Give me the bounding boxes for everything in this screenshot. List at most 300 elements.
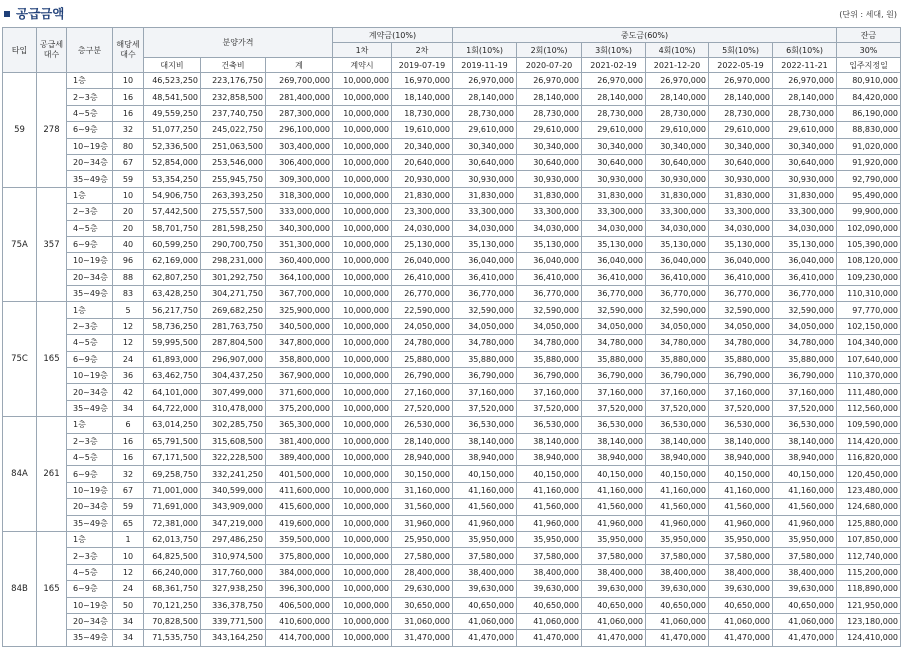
deposit2-cell: 31,470,000	[392, 630, 453, 646]
middle-payment-cell: 34,780,000	[582, 335, 646, 351]
middle-payment-cell: 35,880,000	[646, 351, 709, 367]
units-cell: 50	[113, 597, 144, 613]
deposit2-cell: 26,530,000	[392, 417, 453, 433]
floor-cell: 10~19층	[67, 253, 113, 269]
units-cell: 16	[113, 449, 144, 465]
middle-payment-cell: 28,730,000	[453, 105, 517, 121]
deposit2-cell: 26,410,000	[392, 269, 453, 285]
table-row	[3, 236, 901, 252]
price-land-cell: 63,462,750	[144, 368, 201, 384]
balance-cell: 92,790,000	[837, 171, 901, 187]
deposit2-cell: 20,930,000	[392, 171, 453, 187]
header-mid-date: 2021-12-20	[646, 58, 709, 73]
deposit1-cell: 10,000,000	[333, 466, 392, 482]
middle-payment-cell: 37,160,000	[517, 384, 582, 400]
price-land-cell: 64,722,000	[144, 400, 201, 416]
deposit2-cell: 28,140,000	[392, 433, 453, 449]
deposit1-cell: 10,000,000	[333, 630, 392, 646]
floor-cell: 2~3층	[67, 204, 113, 220]
middle-payment-cell: 28,140,000	[517, 89, 582, 105]
deposit2-cell: 26,770,000	[392, 286, 453, 302]
middle-payment-cell: 39,630,000	[582, 581, 646, 597]
deposit2-cell: 21,830,000	[392, 187, 453, 203]
table-row	[3, 597, 901, 613]
middle-payment-cell: 35,130,000	[646, 236, 709, 252]
price-total-cell: 306,400,000	[266, 154, 333, 170]
deposit1-cell: 10,000,000	[333, 581, 392, 597]
middle-payment-cell: 28,730,000	[646, 105, 709, 121]
middle-payment-cell: 30,930,000	[453, 171, 517, 187]
middle-payment-cell: 33,300,000	[773, 204, 837, 220]
header-dep2-date: 2019-07-19	[392, 58, 453, 73]
middle-payment-cell: 41,060,000	[709, 613, 773, 629]
price-total-cell: 367,900,000	[266, 368, 333, 384]
balance-cell: 112,560,000	[837, 400, 901, 416]
middle-payment-cell: 36,040,000	[646, 253, 709, 269]
middle-payment-cell: 41,160,000	[517, 482, 582, 498]
deposit2-cell: 18,730,000	[392, 105, 453, 121]
middle-payment-cell: 41,470,000	[582, 630, 646, 646]
table-row	[3, 581, 901, 597]
middle-payment-cell: 41,060,000	[582, 613, 646, 629]
price-land-cell: 53,354,250	[144, 171, 201, 187]
middle-payment-cell: 40,650,000	[453, 597, 517, 613]
deposit1-cell: 10,000,000	[333, 89, 392, 105]
balance-cell: 123,180,000	[837, 613, 901, 629]
price-land-cell: 59,995,500	[144, 335, 201, 351]
floor-cell: 6~9층	[67, 351, 113, 367]
middle-payment-cell: 41,470,000	[773, 630, 837, 646]
floor-cell: 20~34층	[67, 613, 113, 629]
deposit1-cell: 10,000,000	[333, 400, 392, 416]
price-land-cell: 63,014,250	[144, 417, 201, 433]
middle-payment-cell: 36,770,000	[517, 286, 582, 302]
header-dep2: 2차	[392, 43, 453, 58]
middle-payment-cell: 29,610,000	[453, 122, 517, 138]
deposit1-cell: 10,000,000	[333, 613, 392, 629]
deposit1-cell: 10,000,000	[333, 138, 392, 154]
table-row	[3, 630, 901, 646]
middle-payment-cell: 40,650,000	[517, 597, 582, 613]
balance-cell: 99,900,000	[837, 204, 901, 220]
middle-payment-cell: 31,830,000	[582, 187, 646, 203]
price-land-cell: 63,428,250	[144, 286, 201, 302]
price-land-cell: 71,535,750	[144, 630, 201, 646]
balance-cell: 95,490,000	[837, 187, 901, 203]
price-total-cell: 269,700,000	[266, 73, 333, 89]
middle-payment-cell: 36,410,000	[453, 269, 517, 285]
header-price-total: 계	[266, 58, 333, 73]
middle-payment-cell: 34,050,000	[709, 318, 773, 334]
header-units: 해당세 대수	[113, 28, 144, 73]
balance-cell: 91,020,000	[837, 138, 901, 154]
floor-cell: 1층	[67, 187, 113, 203]
balance-cell: 108,120,000	[837, 253, 901, 269]
floor-cell: 35~49층	[67, 515, 113, 531]
price-building-cell: 301,292,750	[201, 269, 266, 285]
price-building-cell: 332,241,250	[201, 466, 266, 482]
price-building-cell: 336,378,750	[201, 597, 266, 613]
middle-payment-cell: 37,520,000	[582, 400, 646, 416]
price-land-cell: 52,854,000	[144, 154, 201, 170]
balance-cell: 109,590,000	[837, 417, 901, 433]
deposit2-cell: 27,160,000	[392, 384, 453, 400]
middle-payment-cell: 30,340,000	[517, 138, 582, 154]
deposit2-cell: 26,790,000	[392, 368, 453, 384]
table-row	[3, 204, 901, 220]
balance-cell: 124,680,000	[837, 499, 901, 515]
middle-payment-cell: 36,530,000	[582, 417, 646, 433]
header-mid-round: 3회(10%)	[582, 43, 646, 58]
table-row	[3, 351, 901, 367]
section-title-text: 공급금액	[16, 6, 65, 21]
balance-cell: 80,910,000	[837, 73, 901, 89]
middle-payment-cell: 35,950,000	[646, 531, 709, 547]
middle-payment-cell: 29,610,000	[773, 122, 837, 138]
floor-cell: 6~9층	[67, 236, 113, 252]
balance-cell: 112,740,000	[837, 548, 901, 564]
price-building-cell: 269,682,250	[201, 302, 266, 318]
table-row	[3, 105, 901, 121]
middle-payment-cell: 35,950,000	[453, 531, 517, 547]
middle-payment-cell: 35,130,000	[773, 236, 837, 252]
middle-payment-cell: 28,140,000	[582, 89, 646, 105]
price-total-cell: 318,300,000	[266, 187, 333, 203]
table-row	[3, 187, 901, 203]
middle-payment-cell: 30,930,000	[517, 171, 582, 187]
middle-payment-cell: 35,950,000	[582, 531, 646, 547]
middle-payment-cell: 31,830,000	[773, 187, 837, 203]
middle-payment-cell: 35,880,000	[582, 351, 646, 367]
middle-payment-cell: 36,410,000	[517, 269, 582, 285]
price-building-cell: 310,974,500	[201, 548, 266, 564]
floor-cell: 35~49층	[67, 630, 113, 646]
price-land-cell: 65,791,500	[144, 433, 201, 449]
price-total-cell: 358,800,000	[266, 351, 333, 367]
units-cell: 67	[113, 154, 144, 170]
balance-cell: 91,920,000	[837, 154, 901, 170]
middle-payment-cell: 36,530,000	[773, 417, 837, 433]
price-building-cell: 315,608,500	[201, 433, 266, 449]
middle-payment-cell: 36,530,000	[517, 417, 582, 433]
floor-cell: 4~5층	[67, 220, 113, 236]
middle-payment-cell: 32,590,000	[709, 302, 773, 318]
floor-cell: 2~3층	[67, 318, 113, 334]
price-building-cell: 275,557,500	[201, 204, 266, 220]
price-building-cell: 296,907,000	[201, 351, 266, 367]
table-row	[3, 482, 901, 498]
floor-cell: 1층	[67, 302, 113, 318]
middle-payment-cell: 30,640,000	[453, 154, 517, 170]
floor-cell: 20~34층	[67, 384, 113, 400]
middle-payment-cell: 37,580,000	[709, 548, 773, 564]
middle-payment-cell: 40,650,000	[709, 597, 773, 613]
price-building-cell: 297,486,250	[201, 531, 266, 547]
middle-payment-cell: 30,930,000	[582, 171, 646, 187]
price-land-cell: 67,171,500	[144, 449, 201, 465]
table-row	[3, 564, 901, 580]
units-cell: 65	[113, 515, 144, 531]
middle-payment-cell: 30,340,000	[646, 138, 709, 154]
balance-cell: 107,640,000	[837, 351, 901, 367]
units-cell: 59	[113, 499, 144, 515]
type-cell: 84A	[3, 417, 37, 532]
price-building-cell: 343,909,000	[201, 499, 266, 515]
header-price: 분양가격	[144, 28, 333, 58]
floor-cell: 2~3층	[67, 433, 113, 449]
middle-payment-cell: 38,400,000	[453, 564, 517, 580]
middle-payment-cell: 35,130,000	[709, 236, 773, 252]
deposit2-cell: 24,030,000	[392, 220, 453, 236]
deposit1-cell: 10,000,000	[333, 564, 392, 580]
title-bar	[0, 0, 903, 26]
deposit1-cell: 10,000,000	[333, 482, 392, 498]
units-cell: 24	[113, 351, 144, 367]
price-land-cell: 66,240,000	[144, 564, 201, 580]
price-total-cell: 410,600,000	[266, 613, 333, 629]
middle-payment-cell: 41,470,000	[709, 630, 773, 646]
price-total-cell: 296,100,000	[266, 122, 333, 138]
balance-cell: 88,830,000	[837, 122, 901, 138]
balance-cell: 102,150,000	[837, 318, 901, 334]
middle-payment-cell: 41,560,000	[646, 499, 709, 515]
table-row	[3, 368, 901, 384]
header-mid-round: 1회(10%)	[453, 43, 517, 58]
price-total-cell: 287,300,000	[266, 105, 333, 121]
table-row	[3, 384, 901, 400]
price-building-cell: 251,063,500	[201, 138, 266, 154]
units-cell: 16	[113, 105, 144, 121]
units-cell: 12	[113, 318, 144, 334]
deposit1-cell: 10,000,000	[333, 368, 392, 384]
middle-payment-cell: 31,830,000	[646, 187, 709, 203]
units-cell: 10	[113, 548, 144, 564]
middle-payment-cell: 38,940,000	[453, 449, 517, 465]
price-land-cell: 71,691,000	[144, 499, 201, 515]
units-cell: 20	[113, 220, 144, 236]
middle-payment-cell: 41,060,000	[453, 613, 517, 629]
units-cell: 6	[113, 417, 144, 433]
middle-payment-cell: 33,300,000	[517, 204, 582, 220]
deposit2-cell: 24,050,000	[392, 318, 453, 334]
middle-payment-cell: 41,560,000	[773, 499, 837, 515]
deposit2-cell: 31,960,000	[392, 515, 453, 531]
price-total-cell: 401,500,000	[266, 466, 333, 482]
title-square-icon	[4, 11, 10, 17]
balance-cell: 110,370,000	[837, 368, 901, 384]
middle-payment-cell: 34,030,000	[709, 220, 773, 236]
middle-payment-cell: 34,030,000	[646, 220, 709, 236]
middle-payment-cell: 41,060,000	[517, 613, 582, 629]
middle-payment-cell: 36,790,000	[646, 368, 709, 384]
table-row	[3, 417, 901, 433]
middle-payment-cell: 36,040,000	[582, 253, 646, 269]
middle-payment-cell: 34,050,000	[773, 318, 837, 334]
price-land-cell: 46,523,250	[144, 73, 201, 89]
section-title	[4, 4, 64, 22]
middle-payment-cell: 39,630,000	[773, 581, 837, 597]
middle-payment-cell: 41,960,000	[646, 515, 709, 531]
price-building-cell: 255,945,750	[201, 171, 266, 187]
price-building-cell: 307,499,000	[201, 384, 266, 400]
price-total-cell: 359,500,000	[266, 531, 333, 547]
balance-cell: 102,090,000	[837, 220, 901, 236]
price-land-cell: 68,361,750	[144, 581, 201, 597]
price-total-cell: 281,400,000	[266, 89, 333, 105]
deposit2-cell: 25,950,000	[392, 531, 453, 547]
middle-payment-cell: 40,650,000	[582, 597, 646, 613]
middle-payment-cell: 41,960,000	[453, 515, 517, 531]
middle-payment-cell: 34,030,000	[453, 220, 517, 236]
price-total-cell: 365,300,000	[266, 417, 333, 433]
balance-cell: 125,880,000	[837, 515, 901, 531]
table-row	[3, 515, 901, 531]
floor-cell: 35~49층	[67, 286, 113, 302]
middle-payment-cell: 29,610,000	[582, 122, 646, 138]
middle-payment-cell: 37,520,000	[709, 400, 773, 416]
header-mid-round: 6회(10%)	[773, 43, 837, 58]
middle-payment-cell: 38,400,000	[709, 564, 773, 580]
middle-payment-cell: 41,160,000	[453, 482, 517, 498]
deposit1-cell: 10,000,000	[333, 515, 392, 531]
price-building-cell: 347,219,000	[201, 515, 266, 531]
balance-cell: 84,420,000	[837, 89, 901, 105]
type-cell: 59	[3, 73, 37, 188]
middle-payment-cell: 35,130,000	[517, 236, 582, 252]
price-building-cell: 302,285,750	[201, 417, 266, 433]
middle-payment-cell: 41,470,000	[517, 630, 582, 646]
floor-cell: 4~5층	[67, 335, 113, 351]
deposit1-cell: 10,000,000	[333, 171, 392, 187]
units-cell: 10	[113, 187, 144, 203]
price-total-cell: 384,000,000	[266, 564, 333, 580]
deposit2-cell: 27,520,000	[392, 400, 453, 416]
middle-payment-cell: 30,640,000	[582, 154, 646, 170]
table-row	[3, 286, 901, 302]
balance-cell: 109,230,000	[837, 269, 901, 285]
header-mid-round: 2회(10%)	[517, 43, 582, 58]
middle-payment-cell: 37,580,000	[582, 548, 646, 564]
deposit1-cell: 10,000,000	[333, 269, 392, 285]
table-row	[3, 154, 901, 170]
header-middle: 중도금(60%)	[453, 28, 837, 43]
middle-payment-cell: 30,340,000	[709, 138, 773, 154]
deposit1-cell: 10,000,000	[333, 433, 392, 449]
middle-payment-cell: 38,940,000	[646, 449, 709, 465]
middle-payment-cell: 37,160,000	[453, 384, 517, 400]
middle-payment-cell: 30,640,000	[709, 154, 773, 170]
units-cell: 20	[113, 204, 144, 220]
balance-cell: 118,890,000	[837, 581, 901, 597]
middle-payment-cell: 33,300,000	[453, 204, 517, 220]
table-row	[3, 531, 901, 547]
middle-payment-cell: 36,530,000	[709, 417, 773, 433]
deposit2-cell: 16,970,000	[392, 73, 453, 89]
header-deposit: 계약금(10%)	[333, 28, 453, 43]
price-total-cell: 347,800,000	[266, 335, 333, 351]
middle-payment-cell: 40,650,000	[773, 597, 837, 613]
price-land-cell: 70,828,500	[144, 613, 201, 629]
middle-payment-cell: 37,580,000	[773, 548, 837, 564]
supply-units-cell: 165	[37, 302, 67, 417]
supply-units-cell: 357	[37, 187, 67, 302]
deposit1-cell: 10,000,000	[333, 531, 392, 547]
middle-payment-cell: 41,560,000	[453, 499, 517, 515]
floor-cell: 2~3층	[67, 548, 113, 564]
middle-payment-cell: 36,790,000	[517, 368, 582, 384]
middle-payment-cell: 36,770,000	[582, 286, 646, 302]
price-land-cell: 71,001,000	[144, 482, 201, 498]
middle-payment-cell: 38,140,000	[582, 433, 646, 449]
price-total-cell: 375,800,000	[266, 548, 333, 564]
supply-units-cell: 165	[37, 531, 67, 646]
units-cell: 96	[113, 253, 144, 269]
table-row	[3, 613, 901, 629]
middle-payment-cell: 36,040,000	[517, 253, 582, 269]
middle-payment-cell: 35,880,000	[453, 351, 517, 367]
deposit2-cell: 27,580,000	[392, 548, 453, 564]
units-cell: 16	[113, 433, 144, 449]
type-cell: 84B	[3, 531, 37, 646]
price-total-cell: 340,300,000	[266, 220, 333, 236]
middle-payment-cell: 41,160,000	[773, 482, 837, 498]
deposit2-cell: 24,780,000	[392, 335, 453, 351]
table-row	[3, 466, 901, 482]
middle-payment-cell: 33,300,000	[646, 204, 709, 220]
middle-payment-cell: 28,730,000	[773, 105, 837, 121]
header-mid-round: 5회(10%)	[709, 43, 773, 58]
middle-payment-cell: 41,160,000	[709, 482, 773, 498]
middle-payment-cell: 31,830,000	[453, 187, 517, 203]
deposit1-cell: 10,000,000	[333, 499, 392, 515]
type-cell: 75C	[3, 302, 37, 417]
floor-cell: 1층	[67, 531, 113, 547]
middle-payment-cell: 36,530,000	[453, 417, 517, 433]
floor-cell: 6~9층	[67, 581, 113, 597]
floor-cell: 1층	[67, 73, 113, 89]
deposit1-cell: 10,000,000	[333, 548, 392, 564]
middle-payment-cell: 36,790,000	[773, 368, 837, 384]
middle-payment-cell: 32,590,000	[773, 302, 837, 318]
middle-payment-cell: 36,410,000	[773, 269, 837, 285]
middle-payment-cell: 30,340,000	[453, 138, 517, 154]
table-row	[3, 122, 901, 138]
balance-cell: 104,340,000	[837, 335, 901, 351]
deposit1-cell: 10,000,000	[333, 236, 392, 252]
price-building-cell: 304,437,250	[201, 368, 266, 384]
middle-payment-cell: 41,560,000	[517, 499, 582, 515]
price-land-cell: 69,258,750	[144, 466, 201, 482]
middle-payment-cell: 35,130,000	[453, 236, 517, 252]
middle-payment-cell: 30,640,000	[646, 154, 709, 170]
deposit1-cell: 10,000,000	[333, 105, 392, 121]
middle-payment-cell: 26,970,000	[646, 73, 709, 89]
deposit2-cell: 30,150,000	[392, 466, 453, 482]
units-cell: 1	[113, 531, 144, 547]
balance-cell: 121,950,000	[837, 597, 901, 613]
table-row	[3, 548, 901, 564]
header-price-land: 대지비	[144, 58, 201, 73]
table-row	[3, 449, 901, 465]
header-balance: 잔금	[837, 28, 901, 43]
middle-payment-cell: 38,940,000	[582, 449, 646, 465]
units-cell: 59	[113, 171, 144, 187]
middle-payment-cell: 41,060,000	[646, 613, 709, 629]
price-land-cell: 52,336,500	[144, 138, 201, 154]
price-land-cell: 58,701,750	[144, 220, 201, 236]
units-cell: 5	[113, 302, 144, 318]
header-price-building: 건축비	[201, 58, 266, 73]
